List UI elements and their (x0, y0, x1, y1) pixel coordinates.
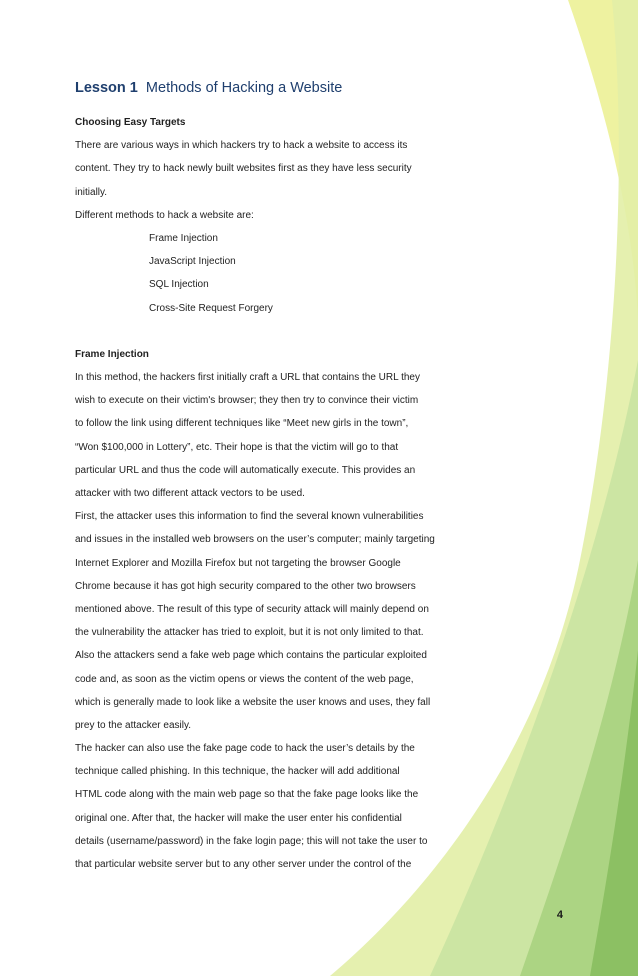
paragraph-line: The hacker can also use the fake page code to hack the user’s details by the (75, 743, 415, 755)
method-list-item: JavaScript Injection (149, 256, 236, 268)
paragraph-line: Different methods to hack a website are: (75, 209, 254, 221)
paragraph-line: details (username/password) in the fake login page; this will not take the user to (75, 835, 428, 847)
paragraph-line: HTML code along with the main web page so that the fake page looks like the (75, 789, 419, 801)
paragraph-line: technique called phishing. In this technique, the hacker will add additional (75, 766, 400, 778)
paragraph-line: and issues in the installed web browsers on the user’s computer; mainly targeting (75, 534, 435, 546)
paragraph-line: wish to execute on their victim's browser; they then try to convince their victim (75, 395, 419, 407)
paragraph-line: to follow the link using different techniques like “Meet new girls in the town”, (75, 418, 409, 430)
paragraph-line: There are various ways in which hackers try to hack a website to access its (75, 140, 408, 152)
section-spacer (75, 320, 475, 343)
section-heading: Frame Injection (75, 348, 149, 360)
page-number: 4 (556, 909, 563, 921)
paragraph-line: prey to the attacker easily. (75, 719, 191, 731)
paragraph-line: Chrome because it has got high security compared to the other two browsers (75, 580, 416, 592)
lesson-title (75, 80, 342, 96)
method-list-item: Frame Injection (149, 232, 218, 244)
paragraph-line: the vulnerability the attacker has tried to exploit, but it is not only limited to that. (75, 627, 424, 639)
paragraph-line: mentioned above. The result of this type of security attack will mainly depend on (75, 603, 429, 615)
paragraph-line: In this method, the hackers first initially craft a URL that contains the URL they (75, 372, 420, 384)
paragraph-line: original one. After that, the hacker will make the user enter his confidential (75, 812, 402, 824)
paragraph-line: code and, as soon as the victim opens or views the content of the web page, (75, 673, 414, 685)
paragraph-line: Internet Explorer and Mozilla Firefox but not targeting the browser Google (75, 557, 401, 569)
paragraph-line: initially. (75, 186, 108, 198)
paragraph-line: that particular website server but to any other server under the control of the (75, 859, 412, 870)
lesson-body (75, 111, 475, 876)
paragraph-line: particular URL and thus the code will automatically execute. This provides an (75, 464, 416, 476)
paragraph-line: content. They try to hack newly built websites first as they have less security (75, 163, 412, 175)
paragraph-line: “Won $100,000 in Lottery”, etc. Their hope is that the victim will go to that (75, 441, 399, 453)
paragraph-line: attacker with two different attack vectors to be used. (75, 488, 305, 499)
method-list-item: Cross-Site Request Forgery (149, 302, 273, 314)
lesson-title-text: Methods of Hacking a Website (145, 80, 343, 96)
paragraph-line: which is generally made to look like a website the user knows and uses, they fall (75, 696, 431, 708)
paragraph-line: First, the attacker uses this information to find the several known vulnerabilities (75, 511, 424, 523)
method-list-item: SQL Injection (149, 279, 209, 291)
lesson-number: Lesson 1 (75, 80, 138, 96)
section-heading: Choosing Easy Targets (75, 117, 186, 128)
paragraph-line: Also the attackers send a fake web page which contains the particular exploited (75, 650, 427, 662)
